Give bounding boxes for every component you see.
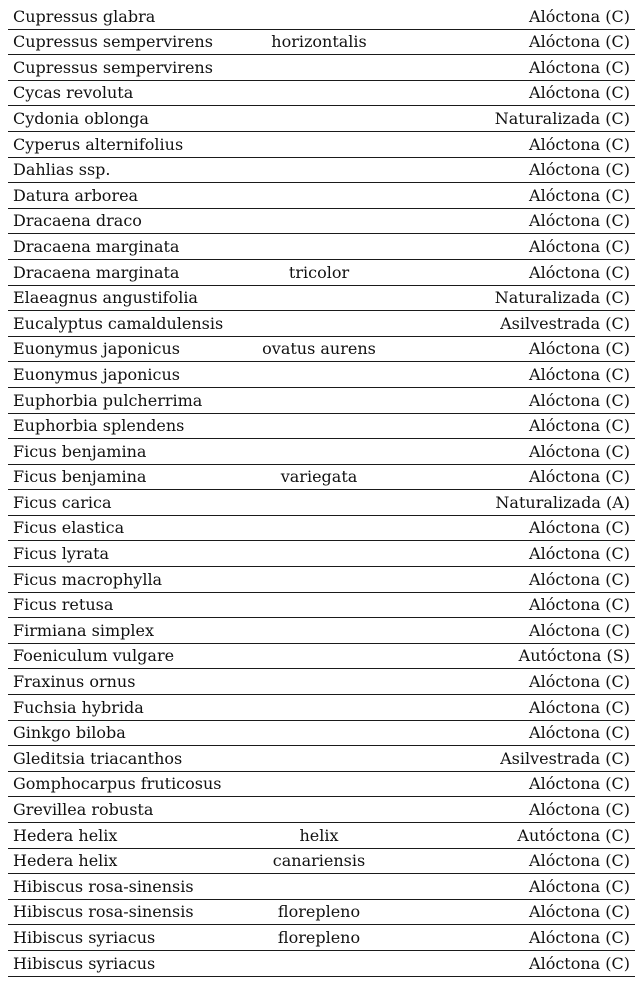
table-row bbox=[8, 490, 635, 516]
table-row bbox=[8, 797, 635, 823]
table-row bbox=[8, 337, 635, 363]
species-name: Fraxinus ornus bbox=[13, 672, 136, 692]
table-row bbox=[8, 721, 635, 747]
status-label: Alóctona (C) bbox=[529, 441, 630, 461]
status-label: Alóctona (C) bbox=[529, 236, 630, 256]
table-row bbox=[8, 644, 635, 670]
table-row bbox=[8, 286, 635, 312]
status-label: Naturalizada (C) bbox=[494, 108, 630, 128]
species-name: Hedera helix bbox=[13, 851, 118, 871]
table-row bbox=[8, 209, 635, 235]
table-row bbox=[8, 849, 635, 875]
status-label: Alóctona (C) bbox=[529, 876, 630, 896]
species-name: Cupressus sempervirens bbox=[13, 57, 213, 77]
species-name: Hibiscus rosa-sinensis bbox=[13, 876, 194, 896]
status-label: Alóctona (C) bbox=[529, 57, 630, 77]
status-label: Alóctona (C) bbox=[529, 723, 630, 743]
table-row bbox=[8, 55, 635, 81]
species-name: Cupressus sempervirens bbox=[13, 32, 213, 52]
species-name: Ficus retusa bbox=[13, 595, 114, 615]
species-name: Euphorbia pulcherrima bbox=[13, 390, 203, 410]
species-name: Cycas revoluta bbox=[13, 83, 134, 103]
status-label: Alóctona (C) bbox=[529, 390, 630, 410]
status-label: Alóctona (C) bbox=[529, 83, 630, 103]
species-name: Ficus benjamina bbox=[13, 441, 147, 461]
table-row bbox=[8, 362, 635, 388]
variety-name: ovatus aurens bbox=[262, 339, 376, 359]
species-name: Hibiscus rosa-sinensis bbox=[13, 902, 194, 922]
table-row bbox=[8, 30, 635, 56]
table-row bbox=[8, 132, 635, 158]
status-label: Alóctona (C) bbox=[529, 672, 630, 692]
status-label: Alóctona (C) bbox=[529, 518, 630, 538]
species-name: Ficus benjamina bbox=[13, 467, 147, 487]
status-label: Alóctona (C) bbox=[529, 134, 630, 154]
status-label: Alóctona (C) bbox=[529, 851, 630, 871]
species-name: Ficus macrophylla bbox=[13, 569, 163, 589]
table-row bbox=[8, 465, 635, 491]
status-label: Alóctona (C) bbox=[529, 953, 630, 973]
status-label: Asilvestrada (C) bbox=[500, 748, 630, 768]
table-row bbox=[8, 746, 635, 772]
species-name: Elaeagnus angustifolia bbox=[13, 288, 198, 308]
species-name: Dracaena marginata bbox=[13, 262, 180, 282]
species-name: Cyperus alternifolius bbox=[13, 134, 184, 154]
variety-name: canariensis bbox=[272, 851, 366, 871]
species-name: Gleditsia triacanthos bbox=[13, 748, 183, 768]
table-row bbox=[8, 951, 635, 977]
species-table bbox=[8, 4, 635, 977]
variety-name: helix bbox=[299, 825, 339, 845]
status-label: Alóctona (C) bbox=[529, 595, 630, 615]
species-name: Foeniculum vulgare bbox=[13, 646, 175, 666]
species-name: Euonymus japonicus bbox=[13, 364, 181, 384]
status-label: Autóctona (C) bbox=[517, 825, 630, 845]
status-label: Alóctona (C) bbox=[529, 160, 630, 180]
status-label: Alóctona (C) bbox=[529, 467, 630, 487]
status-label: Alóctona (C) bbox=[529, 364, 630, 384]
species-name: Ficus elastica bbox=[13, 518, 125, 538]
table-row bbox=[8, 925, 635, 951]
table-row bbox=[8, 4, 635, 30]
species-name: Gomphocarpus fruticosus bbox=[13, 774, 222, 794]
species-name: Hibiscus syriacus bbox=[13, 953, 156, 973]
table-row bbox=[8, 234, 635, 260]
species-name: Datura arborea bbox=[13, 185, 139, 205]
status-label: Alóctona (C) bbox=[529, 697, 630, 717]
variety-name: horizontalis bbox=[271, 32, 367, 52]
species-name: Ficus lyrata bbox=[13, 544, 110, 564]
status-label: Alóctona (C) bbox=[529, 902, 630, 922]
table-row bbox=[8, 823, 635, 849]
table-row bbox=[8, 388, 635, 414]
status-label: Alóctona (C) bbox=[529, 32, 630, 52]
status-label: Alóctona (C) bbox=[529, 927, 630, 947]
species-name: Cydonia oblonga bbox=[13, 108, 149, 128]
status-label: Naturalizada (C) bbox=[494, 288, 630, 308]
status-label: Alóctona (C) bbox=[529, 185, 630, 205]
table-row bbox=[8, 516, 635, 542]
table-row bbox=[8, 439, 635, 465]
variety-name: tricolor bbox=[288, 262, 350, 282]
species-name: Ficus carica bbox=[13, 492, 112, 512]
status-label: Alóctona (C) bbox=[529, 339, 630, 359]
variety-name: variegata bbox=[280, 467, 358, 487]
status-label: Autóctona (S) bbox=[518, 646, 630, 666]
status-label: Alóctona (C) bbox=[529, 544, 630, 564]
table-row bbox=[8, 593, 635, 619]
variety-name: florepleno bbox=[277, 902, 361, 922]
status-label: Alóctona (C) bbox=[529, 6, 630, 26]
status-label: Alóctona (C) bbox=[529, 774, 630, 794]
species-name: Eucalyptus camaldulensis bbox=[13, 313, 224, 333]
status-label: Alóctona (C) bbox=[529, 416, 630, 436]
status-label: Naturalizada (A) bbox=[495, 492, 630, 512]
table-row bbox=[8, 618, 635, 644]
species-name: Euphorbia splendens bbox=[13, 416, 185, 436]
table-row bbox=[8, 158, 635, 184]
table-row bbox=[8, 81, 635, 107]
variety-name: florepleno bbox=[277, 927, 361, 947]
species-name: Cupressus glabra bbox=[13, 6, 156, 26]
table-row bbox=[8, 669, 635, 695]
status-label: Asilvestrada (C) bbox=[500, 313, 630, 333]
table-row bbox=[8, 695, 635, 721]
status-label: Alóctona (C) bbox=[529, 800, 630, 819]
table-row bbox=[8, 414, 635, 440]
species-name: Firmiana simplex bbox=[13, 620, 154, 640]
species-name: Grevillea robusta bbox=[13, 800, 154, 819]
status-label: Alóctona (C) bbox=[529, 620, 630, 640]
species-name: Dracaena marginata bbox=[13, 236, 180, 256]
species-name: Fuchsia hybrida bbox=[13, 697, 144, 717]
status-label: Alóctona (C) bbox=[529, 262, 630, 282]
table-row bbox=[8, 772, 635, 798]
species-name: Ginkgo biloba bbox=[13, 723, 126, 743]
table-row bbox=[8, 260, 635, 286]
status-label: Alóctona (C) bbox=[529, 569, 630, 589]
table-row bbox=[8, 541, 635, 567]
table-row bbox=[8, 106, 635, 132]
table-row bbox=[8, 900, 635, 926]
status-label: Alóctona (C) bbox=[529, 211, 630, 231]
species-name: Euonymus japonicus bbox=[13, 339, 181, 359]
species-name: Hibiscus syriacus bbox=[13, 927, 156, 947]
table-row bbox=[8, 567, 635, 593]
table-row bbox=[8, 311, 635, 337]
species-name: Dahlias ssp. bbox=[13, 160, 111, 180]
table-row bbox=[8, 874, 635, 900]
species-name: Hedera helix bbox=[13, 825, 118, 845]
species-name: Dracaena draco bbox=[13, 211, 142, 231]
table-row bbox=[8, 183, 635, 209]
